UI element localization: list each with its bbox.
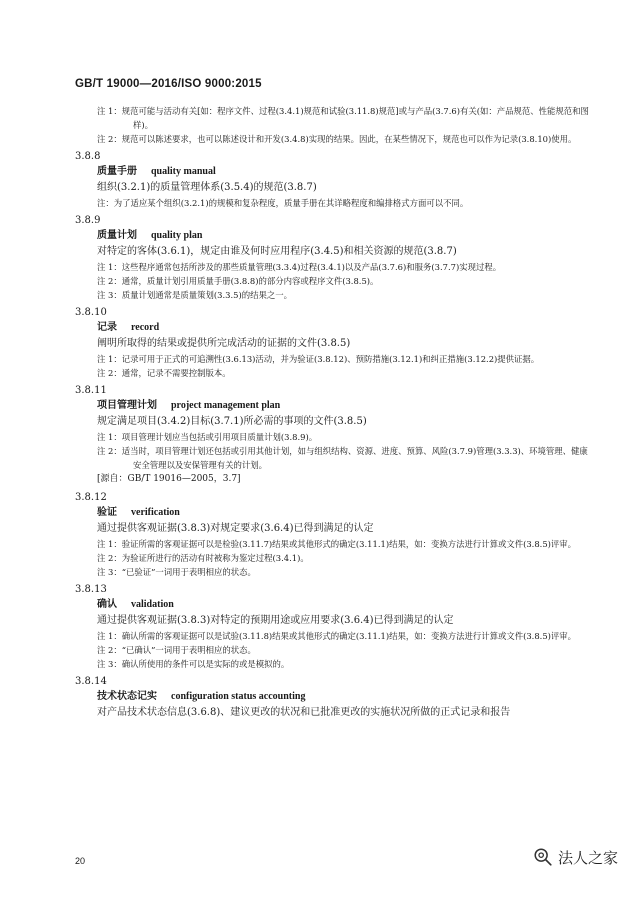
note: 注 1：记录可用于正式的可追溯性(3.6.13)活动，并为验证(3.8.12)、预防措施(3.12.1)和纠正措施(3.12.2)提供证据。 [97,354,540,364]
term-definition: 阐明所取得的结果或提供所完成活动的证据的文件(3.8.5) [97,338,351,349]
section-number: 3.8.10 [75,307,107,318]
wechat-search-icon [532,846,554,868]
note: 注 1：确认所需的客观证据可以是试验(3.11.8)结果或其他形式的确定(3.11.1)结果，如：变换方法进行计算或文件(3.8.5)评审。 [97,631,577,641]
term-zh: 技术状态记实 [97,691,157,702]
term-zh: 验证 [97,507,117,518]
section-number: 3.8.11 [75,385,107,396]
standard-header: GB/T 19000—2016/ISO 9000:2015 [75,78,262,90]
page-number: 20 [75,856,86,866]
document-body [75,104,590,721]
note: 注 3：质量计划通常是质量策划(3.3.5)的结果之一。 [97,290,292,300]
term-definition: 通过提供客观证据(3.8.3)对规定要求(3.6.4)已得到满足的认定 [97,523,374,534]
term-en: quality plan [151,230,203,241]
note: 注 2：通常，记录不需要控制版本。 [97,368,231,378]
term-zh: 项目管理计划 [97,400,157,411]
note: 注 2：适当时，项目管理计划还包括或引用其他计划，如与组织结构、资源、进度、预算、风险(3.7.9)管理(3.3.3)、环境管理、健康安全管理以及安保管理有关的计划。 [97,446,588,470]
note: 注 1：项目管理计划应当包括或引用项目质量计划(3.8.9)。 [97,432,318,442]
term-en: configuration status accounting [171,691,306,702]
term-definition: 通过提供客观证据(3.8.3)对特定的预期用途或应用要求(3.6.4)已得到满足的认定 [97,615,454,626]
term-zh: 质量计划 [97,230,137,241]
term-zh: 记录 [97,322,117,333]
note: 注 1：规范可能与活动有关[如：程序文件、过程(3.4.1)规范和试验(3.11.8)规范]或与产品(3.7.6)有关(如：产品规范、性能规范和图样)。 [97,106,589,130]
term-definition: 规定满足项目(3.4.2)目标(3.7.1)所必需的事项的文件(3.8.5) [97,416,367,427]
term-heading [97,597,590,613]
term-definition: 对产品技术状态信息(3.6.8)、建议更改的状况和已批准更改的实施状况所做的正式记录和报告 [97,707,511,718]
watermark [532,846,618,868]
term-heading [97,689,590,705]
term-zh: 确认 [97,599,117,610]
term-heading [97,164,590,180]
note: 注 2：“已确认”一词用于表明相应的状态。 [97,645,256,655]
source-reference: [源自：GB/T 19016—2005，3.7] [97,474,241,484]
note: 注 2：规范可以陈述要求，也可以陈述设计和开发(3.4.8)实现的结果。因此，在某些情况下，规范也可以作为记录(3.8.10)使用。 [97,134,577,144]
note: 注：为了适应某个组织(3.2.1)的规模和复杂程度，质量手册在其详略程度和编排格式方面可以不同。 [97,198,469,208]
term-heading [97,228,590,244]
term-en: project management plan [171,400,281,411]
term-heading [97,320,590,336]
term-en: validation [131,599,174,610]
note: 注 1：这些程序通常包括所涉及的那些质量管理(3.3.4)过程(3.4.1)以及产品(3.7.6)和服务(3.7.7)实现过程。 [97,262,502,272]
section-number: 3.8.13 [75,584,107,595]
term-en: record [131,322,160,333]
section-number: 3.8.9 [75,215,101,226]
watermark-text: 法人之家 [557,848,618,867]
term-definition: 对特定的客体(3.6.1)，规定由谁及何时应用程序(3.4.5)和相关资源的规范(3.8.7) [97,246,457,257]
section-number: 3.8.12 [75,492,107,503]
term-en: verification [131,507,180,518]
term-heading [97,398,590,414]
term-heading [97,505,590,521]
note: 注 3：“已验证”一词用于表明相应的状态。 [97,567,256,577]
term-zh: 质量手册 [97,166,137,177]
note: 注 3：确认所使用的条件可以是实际的或是模拟的。 [97,659,290,669]
term-en: quality manual [151,166,216,177]
section-number: 3.8.14 [75,676,107,687]
section-number: 3.8.8 [75,151,101,162]
term-definition: 组织(3.2.1)的质量管理体系(3.5.4)的规范(3.8.7) [97,182,317,193]
note: 注 1：验证所需的客观证据可以是检验(3.11.7)结果或其他形式的确定(3.11.1)结果，如：变换方法进行计算或文件(3.8.5)评审。 [97,539,577,549]
note: 注 2：通常，质量计划引用质量手册(3.8.8)的部分内容或程序文件(3.8.5)。 [97,276,379,286]
note: 注 2：为验证所进行的活动有时被称为鉴定过程(3.4.1)。 [97,553,309,563]
